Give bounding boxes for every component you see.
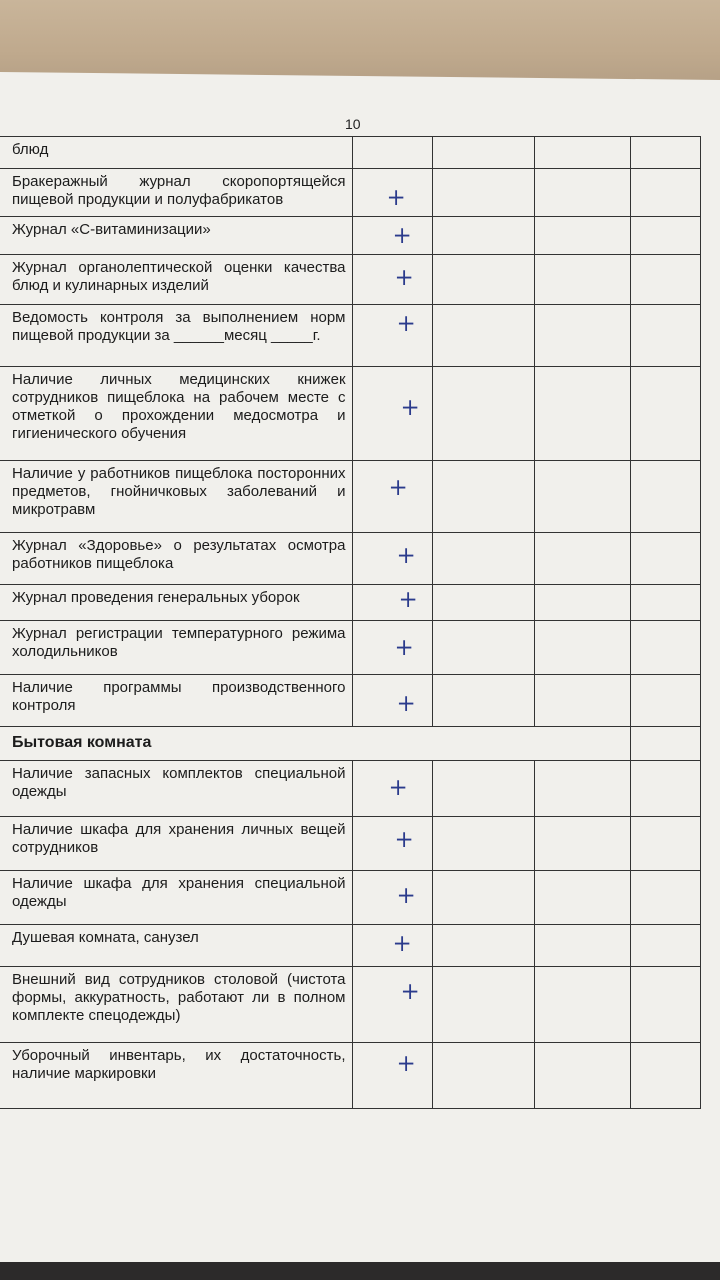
item-cell [0,305,352,367]
table-row [0,255,700,305]
empty-cell [630,461,700,533]
item-cell [0,675,352,727]
item-text: блюд [12,141,49,158]
item-cell [0,217,352,255]
check-cell [352,137,432,169]
handwritten-mark: + [394,635,414,661]
item-text: Журнал органолептической оценки качества блюд и кулинарных изделий [12,259,346,294]
empty-cell [630,367,700,461]
item-text: Журнал регистрации температурного режима холодильников [12,625,346,660]
item-cell [0,1043,352,1109]
empty-cell [432,621,534,675]
item-cell [0,255,352,305]
empty-cell [432,255,534,305]
item-cell [0,871,352,925]
check-cell [352,461,432,533]
item-text: Наличие программы производственного контроля [12,679,346,714]
empty-cell [534,817,630,871]
check-cell [352,761,432,817]
empty-cell [534,925,630,967]
check-cell [352,817,432,871]
check-cell [352,675,432,727]
empty-cell [432,585,534,621]
empty-cell [432,967,534,1043]
item-text: Журнал «Здоровье» о результатах осмотра работников пищеблока [12,537,346,572]
empty-cell [432,137,534,169]
item-text: Наличие шкафа для хранения личных вещей сотрудников [12,821,346,856]
check-cell [352,255,432,305]
item-text: Внешний вид сотрудников столовой (чистота формы, аккуратность, работают ли в полном комплекте спецодежды) [12,971,346,1024]
empty-cell [630,727,700,761]
table-row [0,675,700,727]
table-row [0,461,700,533]
table-row [0,1043,700,1109]
empty-cell [534,169,630,217]
item-text: Душевая комната, санузел [12,929,199,946]
handwritten-mark: + [400,395,420,421]
item-cell [0,621,352,675]
empty-cell [630,255,700,305]
empty-cell [432,817,534,871]
page-number: 10 [345,116,361,132]
empty-cell [630,925,700,967]
empty-cell [630,967,700,1043]
empty-cell [630,305,700,367]
empty-cell [432,367,534,461]
handwritten-mark: + [388,775,408,801]
table-row [0,621,700,675]
table-row [0,925,700,967]
item-cell [0,967,352,1043]
table-row [0,217,700,255]
check-cell [352,305,432,367]
item-cell [0,367,352,461]
table-row [0,169,700,217]
item-cell [0,533,352,585]
empty-cell [432,217,534,255]
item-text: Уборочный инвентарь, их достаточность, наличие маркировки [12,1047,346,1082]
empty-cell [534,871,630,925]
empty-cell [432,925,534,967]
item-text: Журнал «С-витаминизации» [12,221,211,238]
empty-cell [630,871,700,925]
item-text: Наличие личных медицинских книжек сотрудников пищеблока на рабочем месте с отметкой о прохождении медосмотра и гигиенического обучения [12,371,346,442]
handwritten-mark: + [396,543,416,569]
table-row [0,367,700,461]
table-row [0,137,700,169]
empty-cell [432,675,534,727]
section-title: Бытовая комната [0,727,630,761]
checklist-table [0,136,701,1109]
item-text: Журнал проведения генеральных уборок [12,589,300,606]
empty-cell [630,761,700,817]
item-cell [0,817,352,871]
empty-cell [630,533,700,585]
empty-cell [432,871,534,925]
empty-cell [630,137,700,169]
check-cell [352,967,432,1043]
item-cell [0,137,352,169]
table-row [0,817,700,871]
empty-cell [630,675,700,727]
empty-cell [432,461,534,533]
empty-cell [432,169,534,217]
desk-edge [0,1262,720,1280]
empty-cell [432,1043,534,1109]
empty-cell [534,967,630,1043]
empty-cell [432,533,534,585]
empty-cell [534,621,630,675]
empty-cell [534,461,630,533]
handwritten-mark: + [388,475,408,501]
empty-cell [534,305,630,367]
item-text: Ведомость контроля за выполнением норм пищевой продукции за ______месяц _____г. [12,309,346,344]
handwritten-mark: + [392,931,412,957]
handwritten-mark: + [398,587,418,613]
check-cell [352,217,432,255]
item-cell [0,925,352,967]
empty-cell [534,761,630,817]
empty-cell [534,585,630,621]
empty-cell [534,137,630,169]
empty-cell [534,1043,630,1109]
empty-cell [534,217,630,255]
handwritten-mark: + [396,1051,416,1077]
empty-cell [534,255,630,305]
handwritten-mark: + [394,265,414,291]
handwritten-mark: + [392,223,412,249]
check-cell [352,1043,432,1109]
empty-cell [630,169,700,217]
check-cell [352,169,432,217]
handwritten-mark: + [394,827,414,853]
empty-cell [534,533,630,585]
section-row [0,727,700,761]
table-row [0,967,700,1043]
check-cell [352,585,432,621]
handwritten-mark: + [396,311,416,337]
item-cell [0,585,352,621]
item-text: Наличие у работников пищеблока посторонних предметов, гнойничковых заболеваний и микротравм [12,465,346,518]
table-row [0,533,700,585]
check-cell [352,367,432,461]
handwritten-mark: + [386,185,406,211]
handwritten-mark: + [396,883,416,909]
table-row [0,761,700,817]
empty-cell [432,305,534,367]
empty-cell [630,217,700,255]
table-row [0,871,700,925]
item-text: Бракеражный журнал скоропортящейся пищевой продукции и полуфабрикатов [12,173,346,208]
check-cell [352,871,432,925]
item-text: Наличие запасных комплектов специальной одежды [12,765,346,800]
item-text: Наличие шкафа для хранения специальной одежды [12,875,346,910]
empty-cell [630,1043,700,1109]
item-cell [0,761,352,817]
item-cell [0,169,352,217]
empty-cell [630,621,700,675]
handwritten-mark: + [400,979,420,1005]
empty-cell [534,367,630,461]
check-cell [352,925,432,967]
check-cell [352,533,432,585]
table-row [0,585,700,621]
empty-cell [432,761,534,817]
table-row [0,305,700,367]
empty-cell [630,817,700,871]
item-cell [0,461,352,533]
empty-cell [630,585,700,621]
check-cell [352,621,432,675]
handwritten-mark: + [396,691,416,717]
empty-cell [534,675,630,727]
